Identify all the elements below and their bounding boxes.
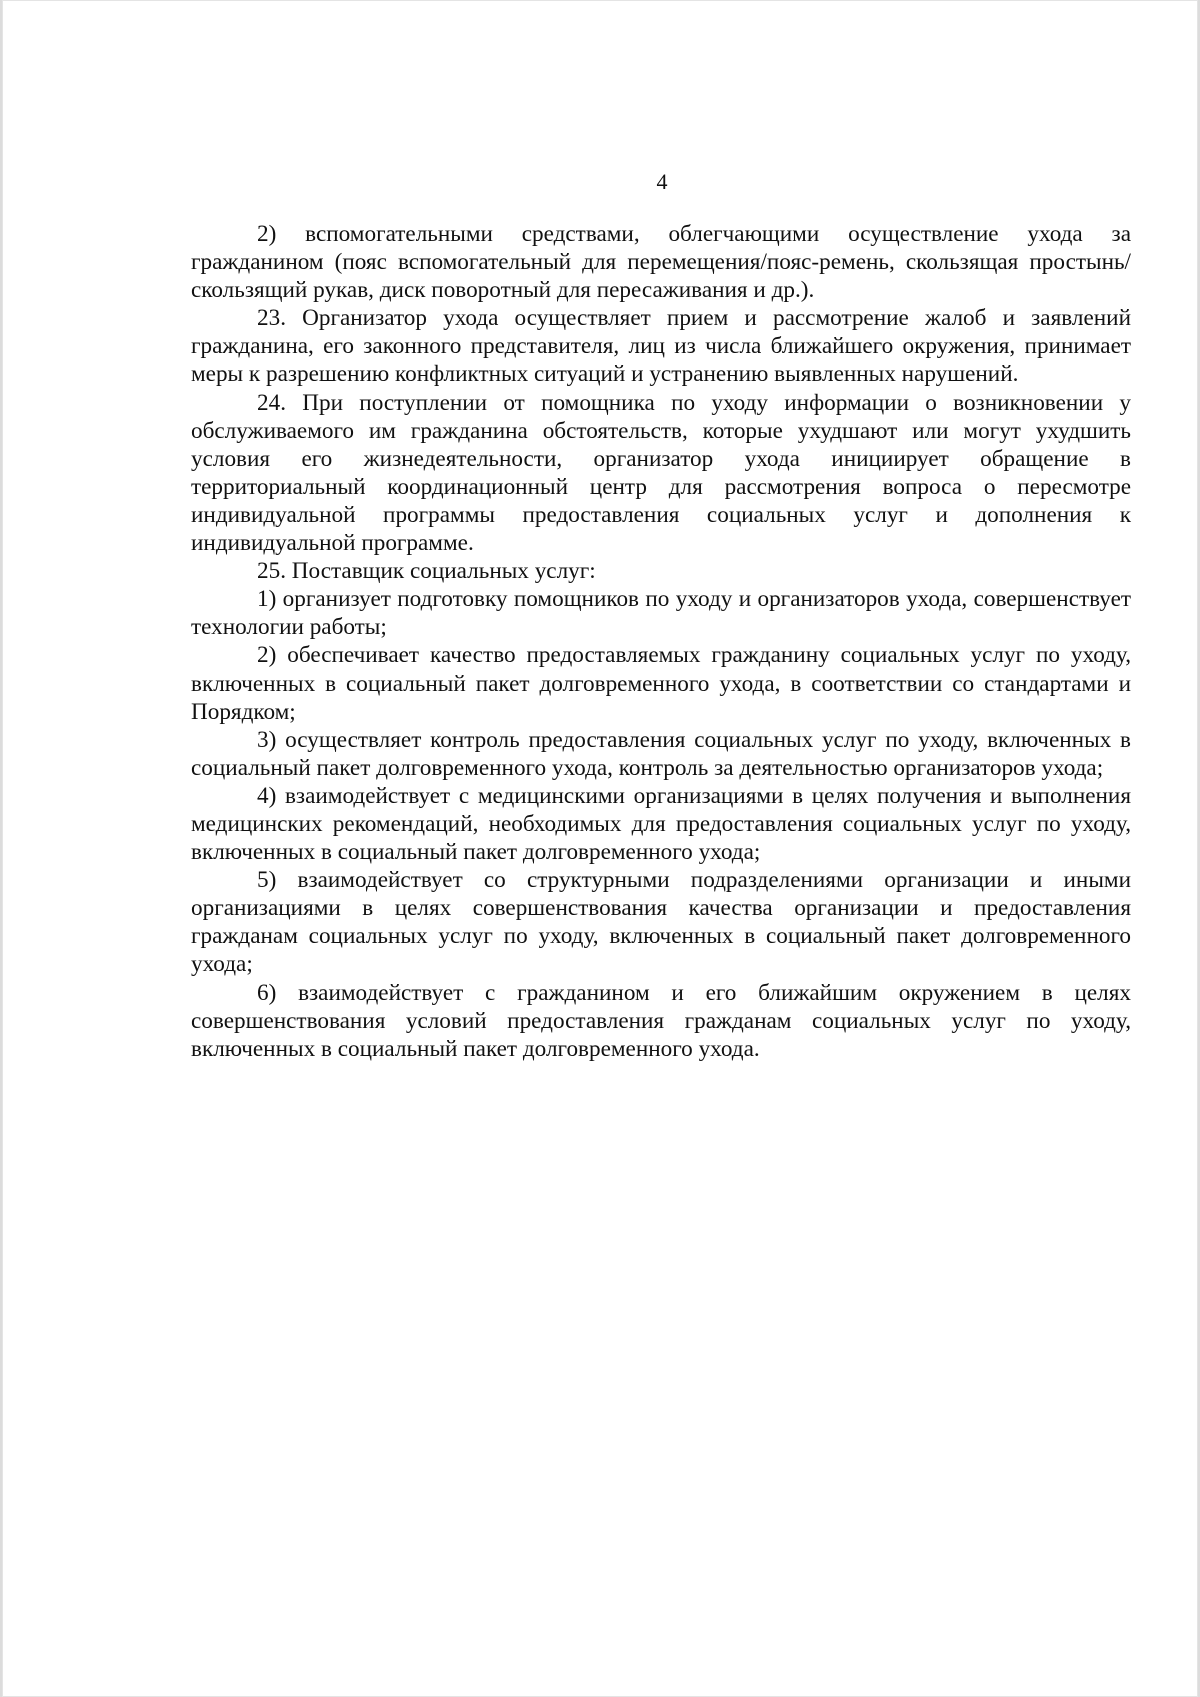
page-number: 4 <box>656 169 668 194</box>
document-body <box>191 220 1131 1063</box>
paragraph-24-circumstances: 24. При поступлении от помощника по уходу информации о возникновении у обслуживаемого им гражданина обстоятельств, которые ухудшают или могут ухудшить условия его жизнедеятельности, организатор ухода инициирует обращение в территориальный координационный центр для рассмотрения вопроса о пересмотре индивидуальной программы предоставления социальных услуг и дополнения к индивидуальной программе. <box>191 389 1131 557</box>
provider-duty-6: 6) взаимодействует с гражданином и его ближайшим окружением в целях совершенствования условий предоставления гражданам социальных услуг по уходу, включенных в социальный пакет долговременного ухода. <box>191 979 1131 1062</box>
provider-duty-3: 3) осуществляет контроль предоставления социальных услуг по уходу, включенных в социальный пакет долговременного ухода, контроль за деятельностью организаторов ухода; <box>191 726 1131 781</box>
provider-duty-4: 4) взаимодействует с медицинскими организациями в целях получения и выполнения медицинских рекомендаций, необходимых для предоставления социальных услуг по уходу, включенных в социальный пакет долговременного ухода; <box>191 782 1131 866</box>
provider-duty-2: 2) обеспечивает качество предоставляемых гражданину социальных услуг по уходу, включенных в социальный пакет долговременного ухода, в соответствии со стандартами и Порядком; <box>191 642 1131 725</box>
paragraph-25-provider: 25. Поставщик социальных услуг: <box>257 558 596 585</box>
provider-duty-5: 5) взаимодействует со структурными подразделениями организации и иными организациями в целях совершенствования качества организации и предоставления гражданам социальных услуг по уходу, включенных в социальный пакет долговременного ухода; <box>191 867 1131 978</box>
document-page <box>2 0 1198 1697</box>
paragraph-item-2-aids: 2) вспомогательными средствами, облегчающими осуществление ухода за гражданином (пояс вспомогательный для перемещения/пояс-ремень, скользящая простынь/скользящий рукав, диск поворотный для пересаживания и др.). <box>191 221 1131 304</box>
provider-duty-1: 1) организует подготовку помощников по уходу и организаторов ухода, совершенствует технологии работы; <box>191 586 1131 641</box>
paragraph-23-complaints: 23. Организатор ухода осуществляет прием и рассмотрение жалоб и заявлений гражданина, его законного представителя, лиц из числа ближайшего окружения, принимает меры к разрешению конфликтных ситуаций и устранению выявленных нарушений. <box>191 305 1131 388</box>
